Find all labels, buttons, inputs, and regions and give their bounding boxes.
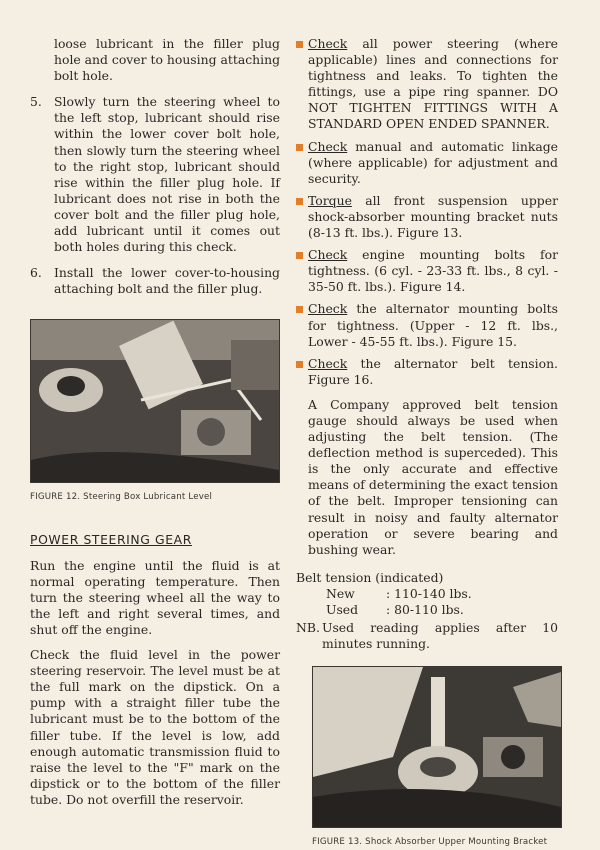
figure-13-caption: FIGURE 13. Shock Absorber Upper Mounting Bracket	[312, 837, 548, 848]
bullet-item	[296, 301, 558, 349]
step-6	[30, 265, 280, 297]
bullet-keyword: Check	[308, 301, 348, 317]
bullet-keyword: Check	[308, 355, 348, 371]
bullet-item	[296, 356, 558, 388]
bullet-marker	[296, 247, 308, 295]
bullet-marker	[296, 193, 308, 241]
bullet-text: manual and automatic linkage (where applicable) for adjustment and security.	[308, 138, 558, 186]
tension-heading: Belt tension (indicated)	[296, 569, 444, 585]
engine-photo-illustration	[31, 320, 279, 482]
figure-13-photo	[312, 666, 562, 828]
section-title: POWER STEERING GEAR	[30, 531, 192, 547]
paragraph: Run the engine until the fluid is at normal operating temperature. Then turn the steering wheel all the way to the left and right several times, and shut off the engine.	[30, 557, 280, 637]
tension-label: Used	[326, 602, 359, 617]
bullet-marker	[296, 301, 308, 349]
bullet-marker	[296, 356, 308, 388]
tension-row-new	[296, 586, 558, 602]
step-number: 5.	[30, 94, 42, 110]
shock-absorber-photo-illustration	[313, 667, 561, 827]
bullet-item	[296, 193, 558, 241]
bullet-text: the alternator belt tension. Figure 16.	[308, 355, 558, 387]
bullet-text: the alternator mounting bolts for tightness. (Upper - 12 ft. lbs., Lower - 45-55 ft. lbs.). Figure 15.	[308, 301, 558, 349]
continuation-text: loose lubricant in the filler plug hole and cover to housing attaching bolt hole.	[54, 36, 281, 84]
tension-row-used	[296, 602, 558, 618]
bullet-keyword: Check	[308, 247, 348, 263]
step-number: 6.	[30, 265, 42, 281]
bullet-keyword: Torque	[308, 192, 352, 208]
bullet-text: engine mounting bolts for tightness. (6 cyl. - 23-33 ft. lbs., 8 cyl. - 35-50 ft. lbs.). Figure 14.	[308, 247, 558, 295]
bullet-item	[296, 139, 558, 187]
step-5	[30, 94, 280, 255]
tension-value: : 80-110 lbs.	[386, 602, 464, 617]
bullet-keyword: Check	[308, 36, 348, 51]
tension-label: New	[326, 585, 355, 601]
nb-note	[296, 620, 558, 652]
paragraph: Check the fluid level in the power steering reservoir. The level must be at the full mark on the dipstick. On a pump with a straight filler tube the lubricant must be to the bottom of the filler tube. If the level is low, add enough automatic transmission fluid to raise the level to the "F" mark on the dipstick or to the bottom of the filler tube. Do not overfill the reservoir.	[30, 647, 280, 807]
bullet-item	[296, 247, 558, 295]
bullet-item	[296, 36, 558, 133]
figure-12-caption: FIGURE 12. Steering Box Lubricant Level	[30, 492, 213, 503]
nb-text: Used reading applies after 10 minutes running.	[322, 620, 558, 652]
bullet-text: all front suspension upper shock-absorber mounting bracket nuts (8-13 ft. lbs.). Figure 13.	[308, 192, 558, 241]
bullet-marker	[296, 36, 308, 133]
tension-value: : 110-140 lbs.	[386, 585, 472, 601]
left-column	[30, 36, 280, 808]
bullet-text: all power steering (where applicable) lines and connections for tightness and leaks. To tighten the fittings, use a pipe ring spanner. DO NOT TIGHTEN FITTINGS WITH A STANDARD OPEN ENDED SPANNER.	[308, 36, 558, 132]
nb-label: NB.	[296, 620, 320, 636]
figure-12-photo	[30, 319, 280, 483]
step-text: Install the lower cover-to-housing attaching bolt and the filler plug.	[54, 265, 280, 297]
belt-tension-block	[296, 570, 558, 652]
step-text: Slowly turn the steering wheel to the left stop, lubricant should rise within the lower cover bolt hole, then slowly turn the steering wheel to the right stop, lubricant should rise within the filler plug hole. If lubricant does not rise in both the cover bolt and the filler plug hole, add lubricant until it comes out both holes during this check.	[54, 94, 280, 255]
bullet-keyword: Check	[308, 138, 348, 154]
bullet-marker	[296, 139, 308, 187]
right-column	[296, 36, 558, 850]
paragraph: A Company approved belt tension gauge should always be used when adjusting the belt tension. (The deflection method is superceded). This is the only accurate and effective means of determining the exact tension of the belt. Improper tensioning can result in noisy and faulty alternator operation or severe bearing and bushing wear.	[308, 396, 558, 557]
